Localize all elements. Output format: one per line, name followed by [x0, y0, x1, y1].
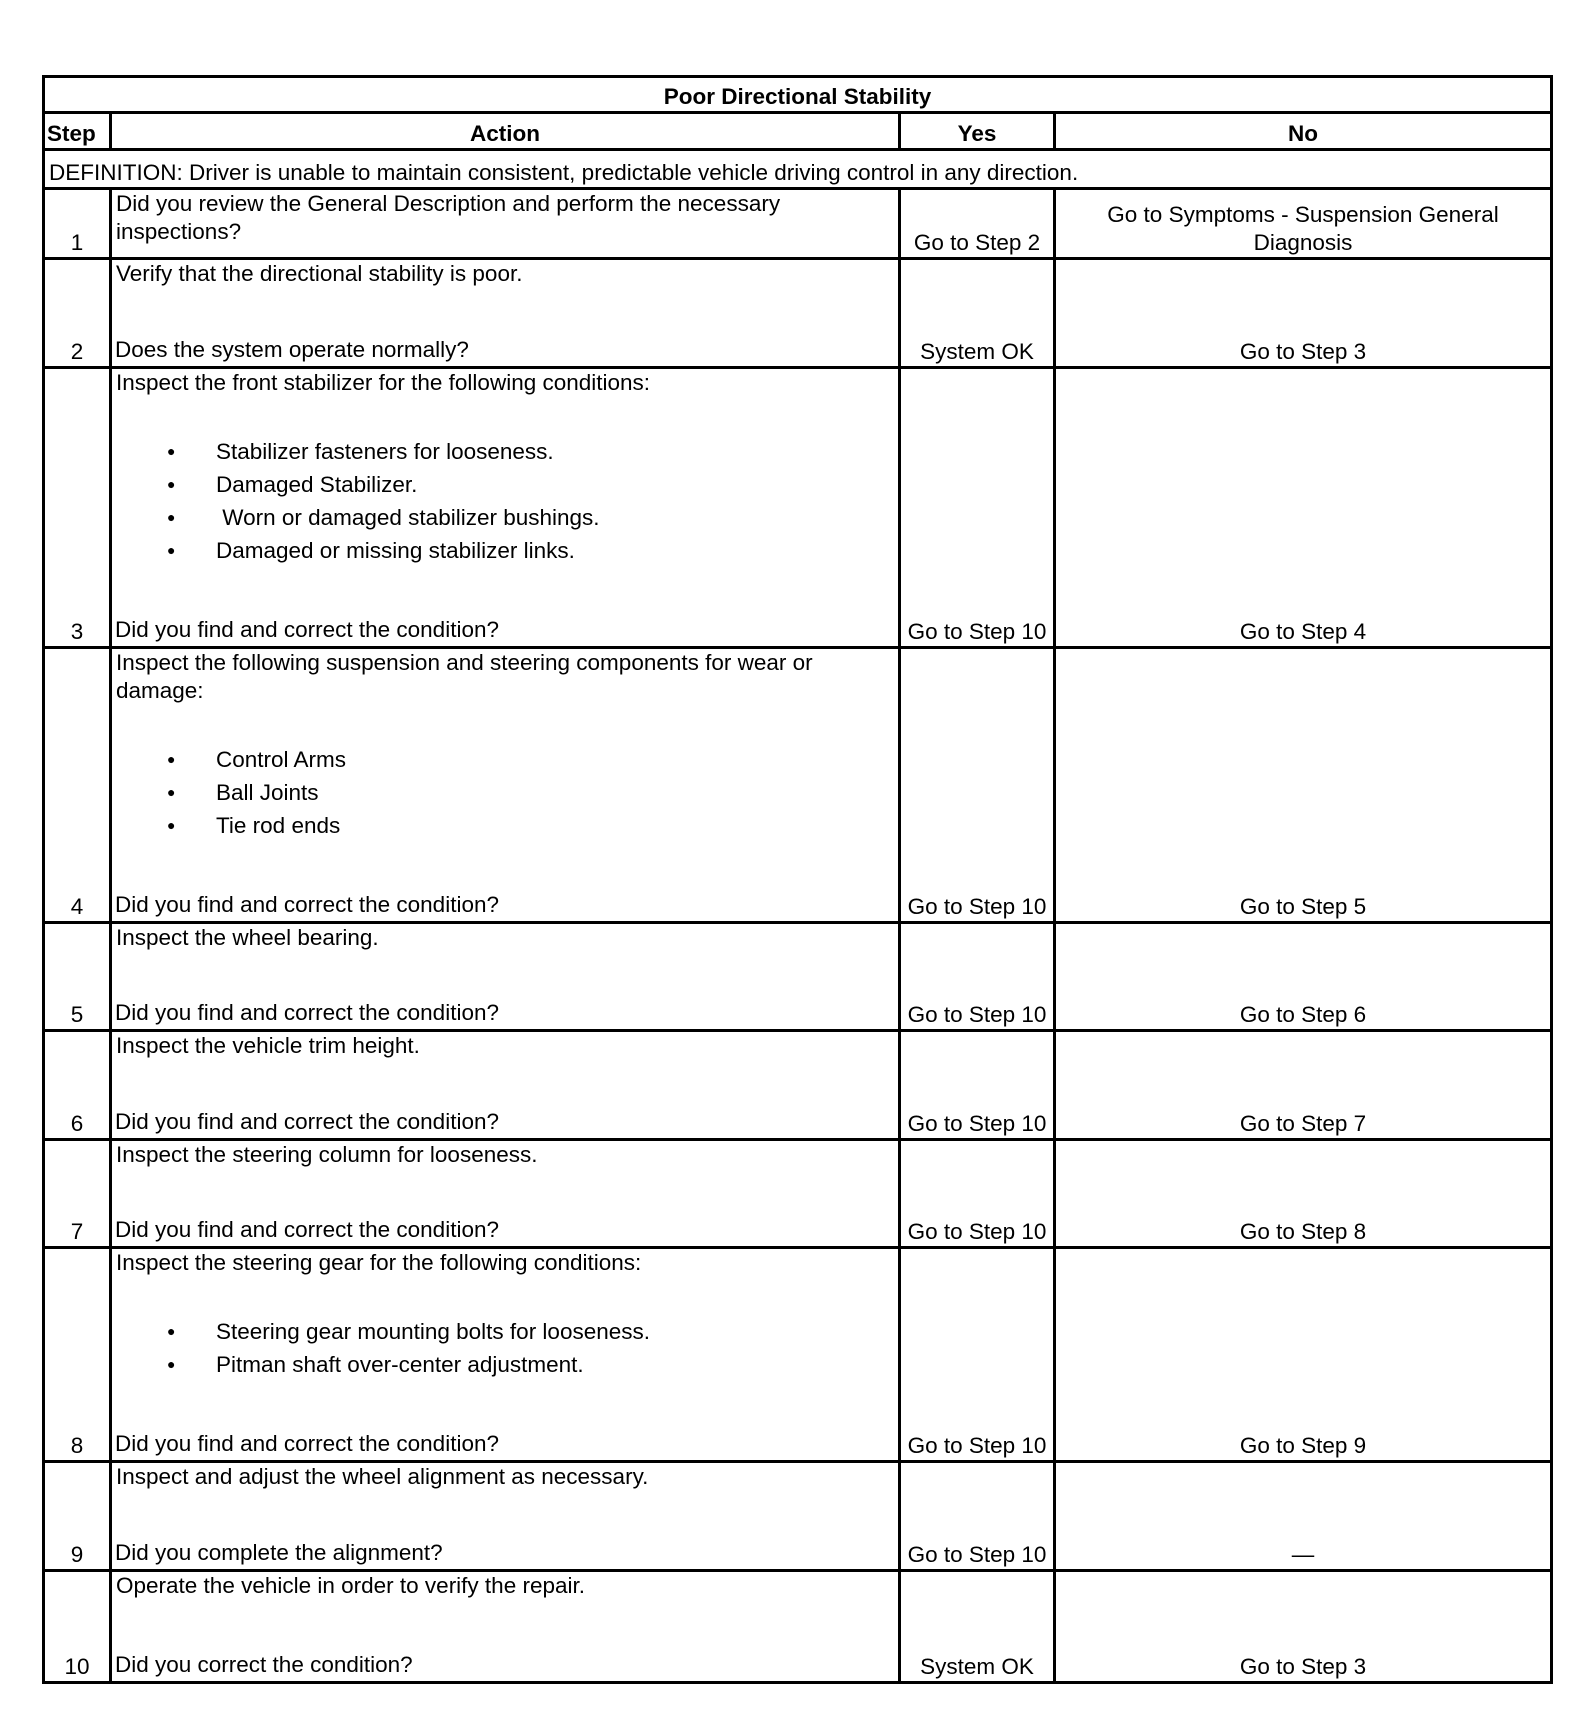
action-cell	[111, 648, 900, 923]
condition-item	[116, 1315, 894, 1348]
condition-item	[116, 743, 894, 776]
yes-result: Go to Step 10	[900, 1462, 1055, 1571]
condition-text: Worn or damaged stabilizer bushings.	[216, 505, 600, 530]
bullet-icon: ●	[167, 509, 176, 525]
action-question: Did you find and correct the condition?	[115, 1109, 499, 1134]
no-result: Go to Step 9	[1055, 1248, 1552, 1462]
diagnostic-table	[42, 75, 1553, 1684]
action-cell	[111, 259, 900, 368]
no-result: Go to Step 3	[1055, 1571, 1552, 1683]
action-instruction: Operate the vehicle in order to verify the repair.	[116, 1573, 585, 1598]
bullet-icon: ●	[167, 1323, 176, 1339]
no-result: Go to Step 8	[1055, 1140, 1552, 1248]
action-question: Did you find and correct the condition?	[115, 1217, 499, 1242]
table-row	[44, 368, 1552, 648]
table-row	[44, 648, 1552, 923]
action-instruction: Verify that the directional stability is poor.	[116, 261, 523, 286]
action-cell	[111, 368, 900, 648]
condition-text: Control Arms	[216, 747, 347, 772]
condition-text: Steering gear mounting bolts for looseness.	[216, 1319, 651, 1344]
table-row	[44, 259, 1552, 368]
condition-item	[116, 534, 894, 567]
table-row	[44, 1462, 1552, 1571]
action-instruction: Did you review the General Description and perform the necessary inspections?	[116, 191, 781, 244]
bullet-icon: ●	[167, 751, 176, 767]
bullet-icon: ●	[167, 443, 176, 459]
step-number: 10	[44, 1571, 111, 1683]
step-number: 7	[44, 1140, 111, 1248]
step-number: 8	[44, 1248, 111, 1462]
condition-text: Pitman shaft over-center adjustment.	[216, 1352, 584, 1377]
yes-result: Go to Step 10	[900, 1248, 1055, 1462]
step-rows	[44, 189, 1552, 1683]
action-question: Did you correct the condition?	[115, 1652, 413, 1677]
condition-text: Stabilizer fasteners for looseness.	[216, 439, 554, 464]
table-row	[44, 189, 1552, 259]
action-question: Does the system operate normally?	[115, 337, 469, 362]
action-instruction: Inspect and adjust the wheel alignment as necessary.	[116, 1464, 649, 1489]
bullet-icon: ●	[167, 476, 176, 492]
action-cell	[111, 1462, 900, 1571]
no-result: Go to Step 3	[1055, 259, 1552, 368]
action-question: Did you complete the alignment?	[115, 1540, 443, 1565]
header-action: Action	[111, 113, 900, 150]
action-cell	[111, 1140, 900, 1248]
step-number: 5	[44, 923, 111, 1031]
step-number: 3	[44, 368, 111, 648]
action-cell	[111, 923, 900, 1031]
no-result: Go to Step 7	[1055, 1031, 1552, 1140]
yes-result: Go to Step 10	[900, 368, 1055, 648]
condition-item	[116, 1348, 894, 1381]
yes-result: Go to Step 10	[900, 648, 1055, 923]
table-row	[44, 1248, 1552, 1462]
condition-item	[116, 809, 894, 842]
table-row	[44, 1140, 1552, 1248]
bullet-icon: ●	[167, 817, 176, 833]
header-yes: Yes	[900, 113, 1055, 150]
yes-result: System OK	[900, 1571, 1055, 1683]
condition-item	[116, 435, 894, 468]
action-question: Did you find and correct the condition?	[115, 1431, 499, 1456]
step-number: 4	[44, 648, 111, 923]
action-question: Did you find and correct the condition?	[115, 1000, 499, 1025]
condition-list	[116, 743, 894, 842]
bullet-icon: ●	[167, 542, 176, 558]
action-cell	[111, 189, 900, 259]
step-number: 2	[44, 259, 111, 368]
no-result: Go to Step 4	[1055, 368, 1552, 648]
action-instruction: Inspect the vehicle trim height.	[116, 1033, 420, 1058]
step-number: 1	[44, 189, 111, 259]
condition-text: Damaged Stabilizer.	[216, 472, 418, 497]
table-title: Poor Directional Stability	[44, 77, 1552, 113]
definition-text: DEFINITION: Driver is unable to maintain consistent, predictable vehicle driving control in any direction.	[44, 150, 1552, 189]
action-question: Did you find and correct the condition?	[115, 617, 499, 642]
action-cell	[111, 1248, 900, 1462]
action-instruction: Inspect the steering gear for the following conditions:	[116, 1250, 642, 1275]
action-instruction: Inspect the steering column for looseness.	[116, 1142, 538, 1167]
condition-list	[116, 1315, 894, 1381]
condition-text: Ball Joints	[216, 780, 319, 805]
action-question: Did you find and correct the condition?	[115, 892, 499, 917]
table-row	[44, 1571, 1552, 1683]
bullet-icon: ●	[167, 1356, 176, 1372]
bullet-icon: ●	[167, 784, 176, 800]
no-result: Go to Step 5	[1055, 648, 1552, 923]
header-step: Step	[44, 113, 111, 150]
no-result: —	[1055, 1462, 1552, 1571]
table-row	[44, 1031, 1552, 1140]
condition-text: Damaged or missing stabilizer links.	[216, 538, 575, 563]
yes-result: Go to Step 10	[900, 1140, 1055, 1248]
yes-result: System OK	[900, 259, 1055, 368]
yes-result: Go to Step 10	[900, 1031, 1055, 1140]
table-header-row	[44, 113, 1552, 150]
condition-item	[116, 468, 894, 501]
action-cell	[111, 1031, 900, 1140]
yes-result: Go to Step 10	[900, 923, 1055, 1031]
header-no: No	[1055, 113, 1552, 150]
action-cell	[111, 1571, 900, 1683]
condition-list	[116, 435, 894, 567]
action-instruction: Inspect the wheel bearing.	[116, 925, 379, 950]
action-instruction: Inspect the following suspension and steering components for wear or damage:	[116, 650, 813, 703]
condition-item	[116, 776, 894, 809]
step-number: 9	[44, 1462, 111, 1571]
definition-row	[44, 150, 1552, 189]
no-result: Go to Step 6	[1055, 923, 1552, 1031]
yes-result: Go to Step 2	[900, 189, 1055, 259]
table-row	[44, 923, 1552, 1031]
table-title-row	[44, 77, 1552, 113]
action-instruction: Inspect the front stabilizer for the following conditions:	[116, 370, 651, 395]
no-result: Go to Symptoms - Suspension General Diagnosis	[1055, 189, 1552, 259]
step-number: 6	[44, 1031, 111, 1140]
condition-item	[116, 501, 894, 534]
condition-text: Tie rod ends	[216, 813, 341, 838]
